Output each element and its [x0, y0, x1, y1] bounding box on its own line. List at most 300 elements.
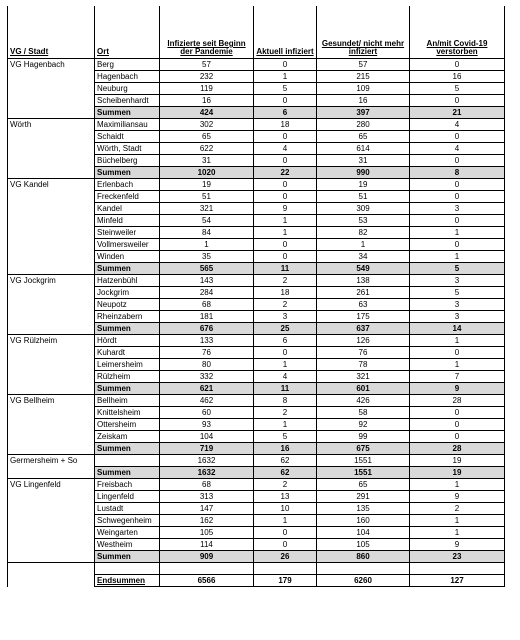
current-cell: 0	[254, 251, 317, 263]
current-cell: 1	[254, 359, 317, 371]
ort-cell: Vollmersweiler	[95, 239, 160, 251]
recovered-cell: 57	[317, 59, 410, 71]
vg-cell	[8, 419, 95, 431]
ort-cell: Scheibenhardt	[95, 95, 160, 107]
deceased-cell: 14	[410, 323, 505, 335]
current-cell: 25	[254, 323, 317, 335]
deceased-cell: 21	[410, 107, 505, 119]
ort-cell: Rheinzabern	[95, 311, 160, 323]
ort-cell: Summen	[95, 167, 160, 179]
ort-cell: Erlenbach	[95, 179, 160, 191]
vg-cell	[8, 215, 95, 227]
current-cell: 62	[254, 467, 317, 479]
deceased-cell: 9	[410, 539, 505, 551]
current-cell: 0	[254, 179, 317, 191]
ort-cell: Freckenfeld	[95, 191, 160, 203]
table-row	[8, 407, 505, 419]
ort-cell	[95, 563, 160, 575]
deceased-cell: 3	[410, 311, 505, 323]
current-cell: 6	[254, 107, 317, 119]
infected-cell: 909	[160, 551, 254, 563]
infected-cell: 35	[160, 251, 254, 263]
table-row	[8, 527, 505, 539]
current-cell: 62	[254, 455, 317, 467]
vg-cell: VG Hagenbach	[8, 59, 95, 71]
ort-cell: Summen	[95, 323, 160, 335]
infected-cell: 60	[160, 407, 254, 419]
recovered-cell: 82	[317, 227, 410, 239]
recovered-cell: 92	[317, 419, 410, 431]
deceased-cell: 3	[410, 203, 505, 215]
ort-cell: Jockgrim	[95, 287, 160, 299]
recovered-cell: 1	[317, 239, 410, 251]
current-cell: 0	[254, 539, 317, 551]
ort-cell: Steinweiler	[95, 227, 160, 239]
current-cell: 5	[254, 83, 317, 95]
vg-cell	[8, 263, 95, 275]
table-row	[8, 359, 505, 371]
total-row	[8, 575, 505, 587]
deceased-cell: 1	[410, 515, 505, 527]
current-cell: 26	[254, 551, 317, 563]
table-row	[8, 191, 505, 203]
current-cell: 1	[254, 419, 317, 431]
vg-cell	[8, 203, 95, 215]
deceased-cell: 127	[410, 575, 505, 587]
deceased-cell: 28	[410, 395, 505, 407]
current-cell: 0	[254, 95, 317, 107]
recovered-cell: 261	[317, 287, 410, 299]
infected-cell: 313	[160, 491, 254, 503]
current-cell: 4	[254, 143, 317, 155]
vg-cell	[8, 191, 95, 203]
table-row	[8, 515, 505, 527]
ort-cell: Minfeld	[95, 215, 160, 227]
table-row	[8, 83, 505, 95]
current-cell: 13	[254, 491, 317, 503]
recovered-cell: 860	[317, 551, 410, 563]
ort-cell	[95, 455, 160, 467]
recovered-cell: 291	[317, 491, 410, 503]
ort-cell: Weingarten	[95, 527, 160, 539]
recovered-cell: 65	[317, 131, 410, 143]
current-cell: 2	[254, 299, 317, 311]
infected-cell: 1020	[160, 167, 254, 179]
table-row	[8, 227, 505, 239]
deceased-cell: 1	[410, 527, 505, 539]
current-cell: 0	[254, 239, 317, 251]
vg-cell	[8, 143, 95, 155]
infected-cell: 51	[160, 191, 254, 203]
recovered-cell: 675	[317, 443, 410, 455]
ort-cell: Summen	[95, 263, 160, 275]
table-row	[8, 371, 505, 383]
current-cell: 10	[254, 503, 317, 515]
infected-cell: 1	[160, 239, 254, 251]
ort-cell: Summen	[95, 107, 160, 119]
recovered-cell: 175	[317, 311, 410, 323]
recovered-cell: 31	[317, 155, 410, 167]
vg-cell	[8, 371, 95, 383]
infected-cell: 1632	[160, 455, 254, 467]
table-row	[8, 311, 505, 323]
summary-row	[8, 551, 505, 563]
current-cell: 6	[254, 335, 317, 347]
recovered-cell: 1551	[317, 467, 410, 479]
infected-cell: 114	[160, 539, 254, 551]
table-row	[8, 203, 505, 215]
summary-row	[8, 467, 505, 479]
recovered-cell: 6260	[317, 575, 410, 587]
current-cell: 0	[254, 191, 317, 203]
infected-cell: 80	[160, 359, 254, 371]
infected-cell: 119	[160, 83, 254, 95]
vg-cell	[8, 491, 95, 503]
deceased-cell: 3	[410, 299, 505, 311]
vg-cell	[8, 323, 95, 335]
vg-cell: Wörth	[8, 119, 95, 131]
vg-cell	[8, 467, 95, 479]
deceased-cell: 1	[410, 479, 505, 491]
ort-cell: Leimersheim	[95, 359, 160, 371]
vg-cell	[8, 239, 95, 251]
current-cell: 0	[254, 155, 317, 167]
current-cell: 1	[254, 215, 317, 227]
header-row	[8, 6, 505, 59]
recovered-cell: 637	[317, 323, 410, 335]
current-cell: 2	[254, 479, 317, 491]
infected-cell: 104	[160, 431, 254, 443]
infected-cell: 19	[160, 179, 254, 191]
ort-cell: Wörth, Stadt	[95, 143, 160, 155]
infected-cell: 16	[160, 95, 254, 107]
recovered-cell: 321	[317, 371, 410, 383]
current-cell: 22	[254, 167, 317, 179]
current-cell	[254, 563, 317, 575]
recovered-cell: 99	[317, 431, 410, 443]
deceased-cell: 0	[410, 419, 505, 431]
ort-cell: Lingenfeld	[95, 491, 160, 503]
current-cell: 9	[254, 203, 317, 215]
deceased-cell: 0	[410, 407, 505, 419]
infected-cell: 143	[160, 275, 254, 287]
table-row	[8, 479, 505, 491]
current-cell: 8	[254, 395, 317, 407]
recovered-cell: 601	[317, 383, 410, 395]
ort-cell: Winden	[95, 251, 160, 263]
infected-cell: 57	[160, 59, 254, 71]
infected-cell: 105	[160, 527, 254, 539]
deceased-cell	[410, 563, 505, 575]
vg-cell: VG Bellheim	[8, 395, 95, 407]
infected-cell: 462	[160, 395, 254, 407]
current-cell: 11	[254, 383, 317, 395]
ort-cell: Hagenbach	[95, 71, 160, 83]
infected-cell: 76	[160, 347, 254, 359]
current-cell: 0	[254, 131, 317, 143]
table-row	[8, 95, 505, 107]
recovered-cell: 19	[317, 179, 410, 191]
vg-cell: VG Rülzheim	[8, 335, 95, 347]
ort-cell: Summen	[95, 443, 160, 455]
deceased-cell: 9	[410, 491, 505, 503]
recovered-cell: 76	[317, 347, 410, 359]
recovered-cell: 135	[317, 503, 410, 515]
table-row	[8, 395, 505, 407]
infected-cell: 6566	[160, 575, 254, 587]
table-body	[8, 59, 505, 587]
vg-cell	[8, 251, 95, 263]
recovered-cell: 16	[317, 95, 410, 107]
ort-cell: Ottersheim	[95, 419, 160, 431]
vg-cell	[8, 131, 95, 143]
current-cell: 0	[254, 59, 317, 71]
vg-cell	[8, 383, 95, 395]
recovered-cell: 65	[317, 479, 410, 491]
deceased-cell: 7	[410, 371, 505, 383]
ort-cell: Hatzenbühl	[95, 275, 160, 287]
recovered-cell: 309	[317, 203, 410, 215]
vg-cell	[8, 299, 95, 311]
infected-cell: 31	[160, 155, 254, 167]
deceased-cell: 0	[410, 59, 505, 71]
table-row	[8, 275, 505, 287]
vg-cell	[8, 503, 95, 515]
infected-cell: 332	[160, 371, 254, 383]
deceased-cell: 0	[410, 215, 505, 227]
infected-cell: 621	[160, 383, 254, 395]
vg-cell	[8, 539, 95, 551]
vg-cell	[8, 515, 95, 527]
infected-cell: 54	[160, 215, 254, 227]
infected-cell: 1632	[160, 467, 254, 479]
infected-cell: 676	[160, 323, 254, 335]
ort-cell: Summen	[95, 551, 160, 563]
vg-cell	[8, 83, 95, 95]
recovered-cell: 1551	[317, 455, 410, 467]
current-cell: 1	[254, 71, 317, 83]
deceased-cell: 19	[410, 467, 505, 479]
summary-row	[8, 167, 505, 179]
recovered-cell: 990	[317, 167, 410, 179]
vg-cell: Germersheim + So	[8, 455, 95, 467]
table-row	[8, 491, 505, 503]
infected-cell: 93	[160, 419, 254, 431]
table-row	[8, 431, 505, 443]
table-row	[8, 131, 505, 143]
ort-cell: Maximiliansau	[95, 119, 160, 131]
recovered-cell: 105	[317, 539, 410, 551]
table-row	[8, 419, 505, 431]
recovered-cell: 280	[317, 119, 410, 131]
current-cell: 1	[254, 227, 317, 239]
table-row	[8, 71, 505, 83]
deceased-cell: 16	[410, 71, 505, 83]
ort-cell: Neupotz	[95, 299, 160, 311]
recovered-cell: 78	[317, 359, 410, 371]
vg-cell	[8, 407, 95, 419]
ort-cell: Hördt	[95, 335, 160, 347]
current-cell: 179	[254, 575, 317, 587]
recovered-cell: 34	[317, 251, 410, 263]
current-cell: 16	[254, 443, 317, 455]
current-cell: 1	[254, 515, 317, 527]
table-row	[8, 59, 505, 71]
recovered-cell: 109	[317, 83, 410, 95]
deceased-cell: 0	[410, 347, 505, 359]
recovered-cell: 53	[317, 215, 410, 227]
ort-cell: Berg	[95, 59, 160, 71]
deceased-cell: 19	[410, 455, 505, 467]
vg-cell	[8, 431, 95, 443]
vg-cell: VG Lingenfeld	[8, 479, 95, 491]
deceased-cell: 4	[410, 119, 505, 131]
infected-cell: 147	[160, 503, 254, 515]
recovered-cell: 549	[317, 263, 410, 275]
recovered-cell: 51	[317, 191, 410, 203]
current-cell: 5	[254, 431, 317, 443]
table-row	[8, 347, 505, 359]
infected-cell: 232	[160, 71, 254, 83]
header-deceased: An/mit Covid-19 verstorben	[410, 6, 505, 59]
ort-cell: Summen	[95, 467, 160, 479]
table-row	[8, 251, 505, 263]
recovered-cell: 614	[317, 143, 410, 155]
deceased-cell: 0	[410, 239, 505, 251]
ort-cell: Lustadt	[95, 503, 160, 515]
recovered-cell: 104	[317, 527, 410, 539]
ort-cell: Zeiskam	[95, 431, 160, 443]
deceased-cell: 5	[410, 287, 505, 299]
vg-cell	[8, 311, 95, 323]
deceased-cell: 0	[410, 131, 505, 143]
recovered-cell: 126	[317, 335, 410, 347]
recovered-cell: 426	[317, 395, 410, 407]
deceased-cell: 0	[410, 155, 505, 167]
infected-cell: 424	[160, 107, 254, 119]
current-cell: 18	[254, 119, 317, 131]
ort-cell: Kandel	[95, 203, 160, 215]
ort-cell: Westheim	[95, 539, 160, 551]
blank-row	[8, 563, 505, 575]
ort-cell: Schwegenheim	[95, 515, 160, 527]
infected-cell: 719	[160, 443, 254, 455]
deceased-cell: 1	[410, 335, 505, 347]
vg-cell	[8, 107, 95, 119]
current-cell: 2	[254, 407, 317, 419]
recovered-cell: 138	[317, 275, 410, 287]
recovered-cell: 58	[317, 407, 410, 419]
deceased-cell: 1	[410, 251, 505, 263]
table-row	[8, 539, 505, 551]
deceased-cell: 4	[410, 143, 505, 155]
current-cell: 3	[254, 311, 317, 323]
current-cell: 4	[254, 371, 317, 383]
deceased-cell: 1	[410, 227, 505, 239]
summary-row	[8, 107, 505, 119]
table-row	[8, 455, 505, 467]
recovered-cell: 63	[317, 299, 410, 311]
ort-cell: Knittelsheim	[95, 407, 160, 419]
header-current: Aktuell infiziert	[254, 6, 317, 59]
current-cell: 11	[254, 263, 317, 275]
ort-cell: Rülzheim	[95, 371, 160, 383]
ort-cell: Neuburg	[95, 83, 160, 95]
table-row	[8, 119, 505, 131]
ort-cell: Kuhardt	[95, 347, 160, 359]
covid-statistics-table	[7, 6, 505, 587]
vg-cell	[8, 155, 95, 167]
deceased-cell: 0	[410, 179, 505, 191]
vg-cell	[8, 95, 95, 107]
deceased-cell: 8	[410, 167, 505, 179]
vg-cell: VG Jockgrim	[8, 275, 95, 287]
vg-cell	[8, 563, 95, 575]
deceased-cell: 2	[410, 503, 505, 515]
deceased-cell: 9	[410, 383, 505, 395]
current-cell: 0	[254, 527, 317, 539]
vg-cell	[8, 443, 95, 455]
header-vg: VG / Stadt	[8, 6, 95, 59]
vg-cell	[8, 71, 95, 83]
infected-cell: 565	[160, 263, 254, 275]
ort-cell: Schaidt	[95, 131, 160, 143]
table-row	[8, 503, 505, 515]
table-row	[8, 299, 505, 311]
deceased-cell: 0	[410, 191, 505, 203]
summary-row	[8, 323, 505, 335]
vg-cell: VG Kandel	[8, 179, 95, 191]
summary-row	[8, 263, 505, 275]
deceased-cell: 0	[410, 431, 505, 443]
vg-cell	[8, 527, 95, 539]
infected-cell: 84	[160, 227, 254, 239]
current-cell: 0	[254, 347, 317, 359]
table-row	[8, 335, 505, 347]
header-ort: Ort	[95, 6, 160, 59]
current-cell: 2	[254, 275, 317, 287]
infected-cell: 302	[160, 119, 254, 131]
table-row	[8, 155, 505, 167]
infected-cell: 284	[160, 287, 254, 299]
ort-cell: Summen	[95, 383, 160, 395]
infected-cell: 162	[160, 515, 254, 527]
infected-cell	[160, 563, 254, 575]
deceased-cell: 3	[410, 275, 505, 287]
table-row	[8, 143, 505, 155]
deceased-cell: 23	[410, 551, 505, 563]
ort-cell: Endsummen	[95, 575, 160, 587]
infected-cell: 65	[160, 131, 254, 143]
ort-cell: Bellheim	[95, 395, 160, 407]
infected-cell: 181	[160, 311, 254, 323]
deceased-cell: 0	[410, 95, 505, 107]
vg-cell	[8, 167, 95, 179]
vg-cell	[8, 575, 95, 587]
vg-cell	[8, 359, 95, 371]
deceased-cell: 1	[410, 359, 505, 371]
infected-cell: 321	[160, 203, 254, 215]
vg-cell	[8, 227, 95, 239]
header-infected: Infizierte seit Beginn der Pandemie	[160, 6, 254, 59]
table-row	[8, 215, 505, 227]
table-row	[8, 287, 505, 299]
recovered-cell	[317, 563, 410, 575]
deceased-cell: 5	[410, 83, 505, 95]
infected-cell: 622	[160, 143, 254, 155]
table-row	[8, 179, 505, 191]
infected-cell: 68	[160, 479, 254, 491]
